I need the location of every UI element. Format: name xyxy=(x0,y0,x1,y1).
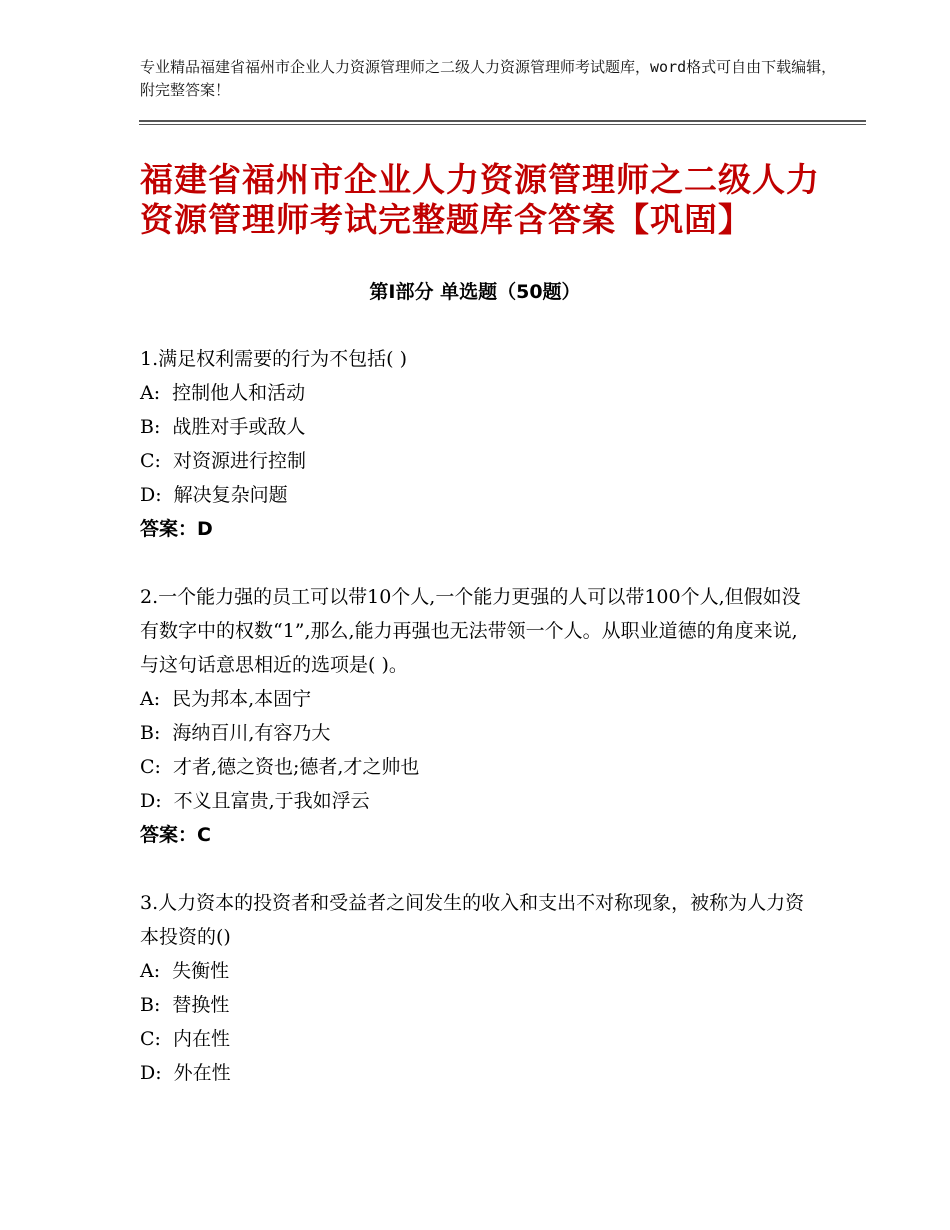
answer-text: 答案：D xyxy=(140,518,213,540)
option-text: 战胜对手或敌人 xyxy=(172,416,306,438)
option-d xyxy=(140,1056,810,1090)
header-rule-thick xyxy=(139,120,866,122)
option-letter: C: xyxy=(140,1028,161,1050)
option-letter: B: xyxy=(140,416,161,438)
option-b xyxy=(140,410,810,444)
question-list xyxy=(140,342,810,1124)
option-letter: C: xyxy=(140,450,161,472)
option-b xyxy=(140,988,810,1022)
option-letter: D: xyxy=(140,484,162,506)
option-c xyxy=(140,444,810,478)
option-letter: B: xyxy=(140,994,161,1016)
option-text: 失衡性 xyxy=(172,960,230,982)
option-text: 民为邦本,本固宁 xyxy=(172,688,312,710)
question-text: 3.人力资本的投资者和受益者之间发生的收入和支出不对称现象，被称为人力资本投资的() xyxy=(140,892,805,948)
option-c xyxy=(140,1022,810,1056)
option-letter: A: xyxy=(140,688,161,710)
option-text: 才者,德之资也;德者,才之帅也 xyxy=(172,756,420,778)
option-text: 替换性 xyxy=(172,994,230,1016)
option-text: 不义且富贵,于我如浮云 xyxy=(173,790,370,812)
option-letter: B: xyxy=(140,722,161,744)
option-letter: C: xyxy=(140,756,161,778)
option-a xyxy=(140,682,810,716)
option-c xyxy=(140,750,810,784)
option-d xyxy=(140,478,810,512)
option-text: 解决复杂问题 xyxy=(173,484,288,506)
option-letter: D: xyxy=(140,1062,162,1084)
question-1 xyxy=(140,342,810,546)
answer-text: 答案：C xyxy=(140,824,211,846)
option-b xyxy=(140,716,810,750)
question-text: 1.满足权利需要的行为不包括( ) xyxy=(140,348,407,370)
option-text: 内在性 xyxy=(172,1028,230,1050)
document-title: 福建省福州市企业人力资源管理师之二级人力资源管理师考试完整题库含答案【巩固】 xyxy=(140,160,820,239)
option-text: 海纳百川,有容乃大 xyxy=(172,722,331,744)
option-letter: D: xyxy=(140,790,162,812)
question-2 xyxy=(140,580,810,852)
question-3 xyxy=(140,886,810,1090)
option-letter: A: xyxy=(140,382,161,404)
option-text: 控制他人和活动 xyxy=(172,382,306,404)
option-text: 外在性 xyxy=(173,1062,231,1084)
option-a xyxy=(140,376,810,410)
option-d xyxy=(140,784,810,818)
option-a xyxy=(140,954,810,988)
section-heading: 第Ⅰ部分 单选题（50题） xyxy=(369,281,581,303)
header-rule-thin xyxy=(139,124,866,125)
option-letter: A: xyxy=(140,960,161,982)
question-text: 2.一个能力强的员工可以带10个人,一个能力更强的人可以带100个人,但假如没有数字中的权数“1”,那么,能力再强也无法带领一个人。从职业道德的角度来说,与这句话意思相近的选项是( )。 xyxy=(140,586,801,676)
header-note: 专业精品福建省福州市企业人力资源管理师之二级人力资源管理师考试题库，word格式可自由下载编辑，附完整答案！ xyxy=(140,58,837,99)
option-text: 对资源进行控制 xyxy=(172,450,306,472)
